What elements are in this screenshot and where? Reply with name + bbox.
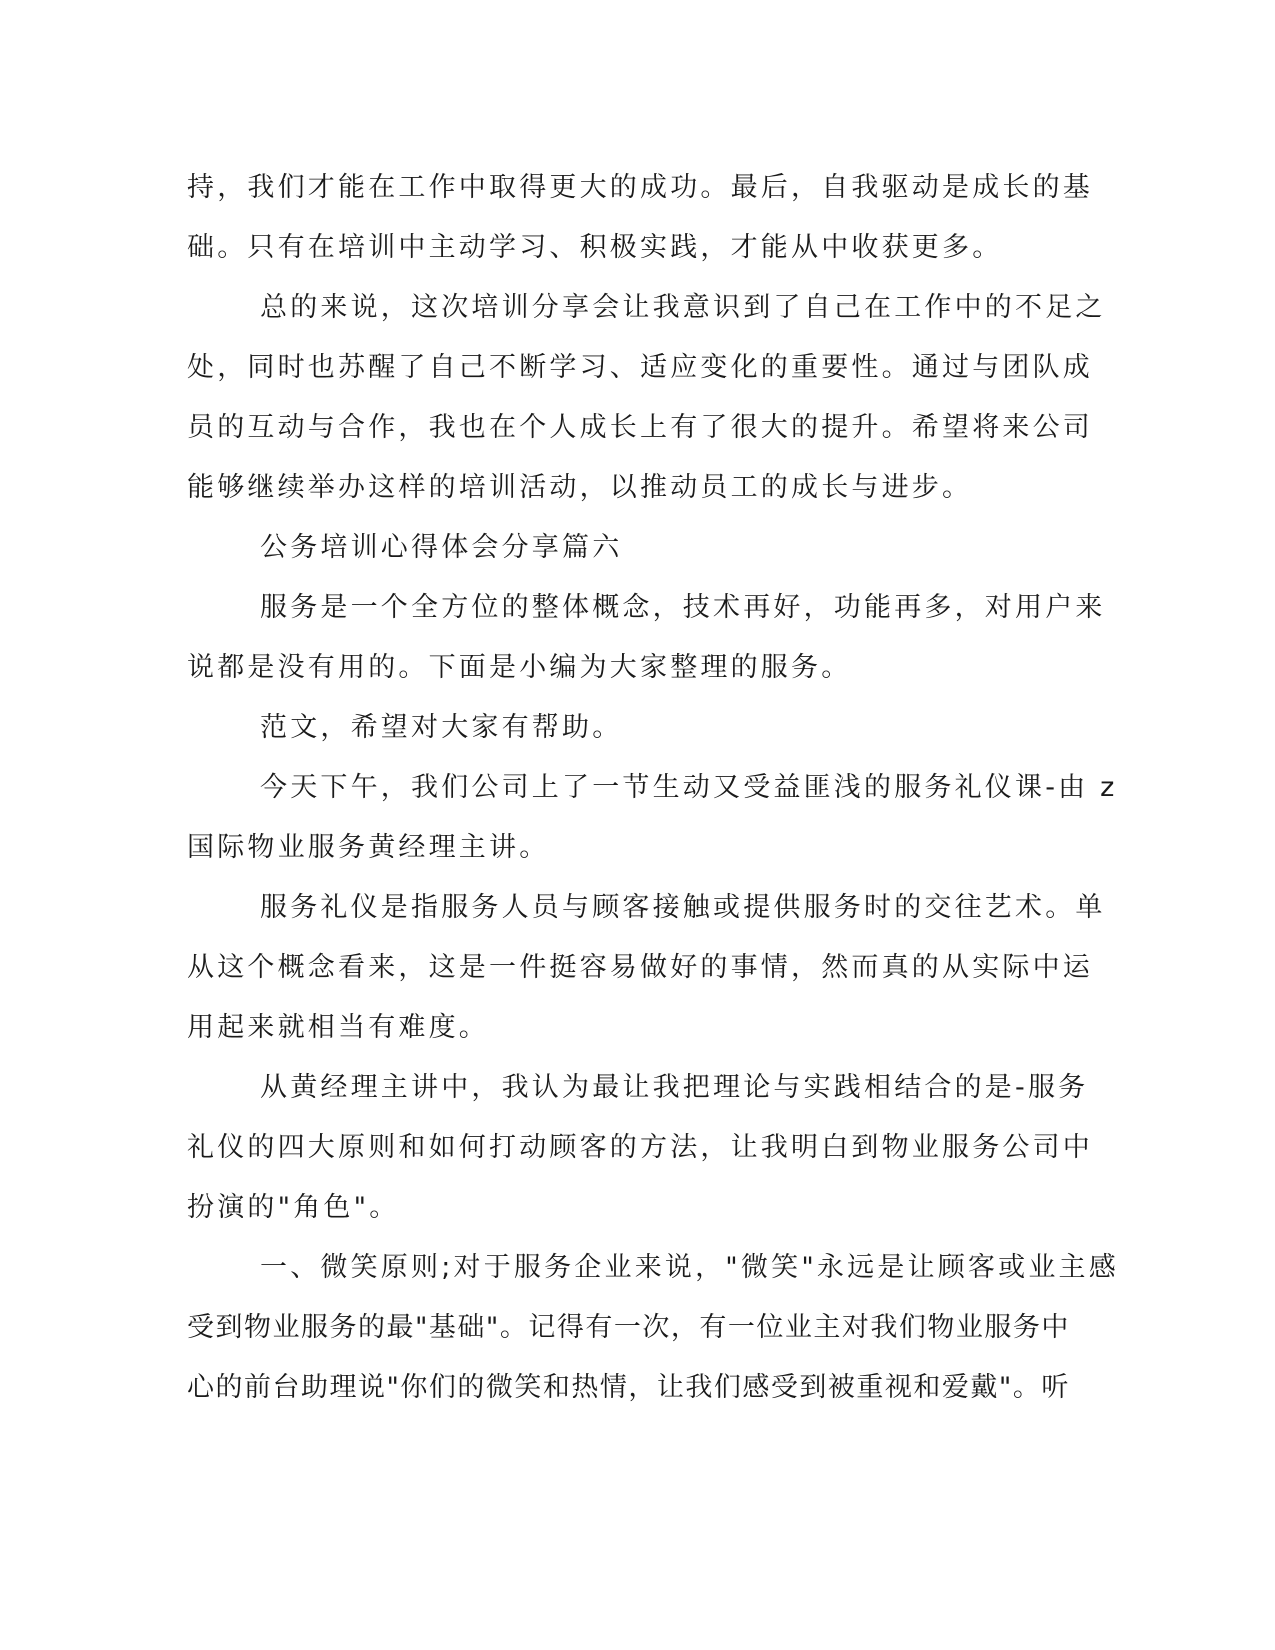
- text-line: 用起来就相当有难度。: [187, 1012, 489, 1043]
- text-line: 今天下午，我们公司上了一节生动又受益匪浅的服务礼仪课-由 z: [260, 772, 1118, 803]
- text-line: 处，同时也苏醒了自己不断学习、适应变化的重要性。通过与团队成: [187, 352, 1093, 383]
- text-line: 说都是没有用的。下面是小编为大家整理的服务。: [187, 652, 852, 683]
- text-line: 范文，希望对大家有帮助。: [260, 712, 623, 743]
- text-line: 服务礼仪是指服务人员与顾客接触或提供服务时的交往艺术。单: [260, 892, 1106, 923]
- text-line: 受到物业服务的最"基础"。记得有一次，有一位业主对我们物业服务中: [187, 1312, 1070, 1343]
- text-line: 心的前台助理说"你们的微笑和热情，让我们感受到被重视和爱戴"。听: [187, 1372, 1070, 1403]
- text-line: 礼仪的四大原则和如何打动顾客的方法，让我明白到物业服务公司中: [187, 1132, 1093, 1163]
- text-line: 服务是一个全方位的整体概念，技术再好，功能再多，对用户来: [260, 592, 1106, 623]
- text-line: 员的互动与合作，我也在个人成长上有了很大的提升。希望将来公司: [187, 412, 1093, 443]
- text-line: 能够继续举办这样的培训活动，以推动员工的成长与进步。: [187, 472, 973, 503]
- section-heading: 公务培训心得体会分享篇六: [260, 532, 623, 563]
- text-line: 持，我们才能在工作中取得更大的成功。最后，自我驱动是成长的基: [187, 172, 1093, 203]
- text-line: 从这个概念看来，这是一件挺容易做好的事情，然而真的从实际中运: [187, 952, 1093, 983]
- text-line: 一、微笑原则;对于服务企业来说，"微笑"永远是让顾客或业主感: [260, 1252, 1119, 1283]
- text-line: 从黄经理主讲中，我认为最让我把理论与实践相结合的是-服务: [260, 1072, 1089, 1103]
- text-line: 础。只有在培训中主动学习、积极实践，才能从中收获更多。: [187, 232, 1003, 263]
- text-line: 国际物业服务黄经理主讲。: [187, 832, 550, 863]
- text-line: 总的来说，这次培训分享会让我意识到了自己在工作中的不足之: [260, 292, 1106, 323]
- text-line: 扮演的"角色"。: [187, 1192, 400, 1223]
- document-body: [187, 158, 1119, 1418]
